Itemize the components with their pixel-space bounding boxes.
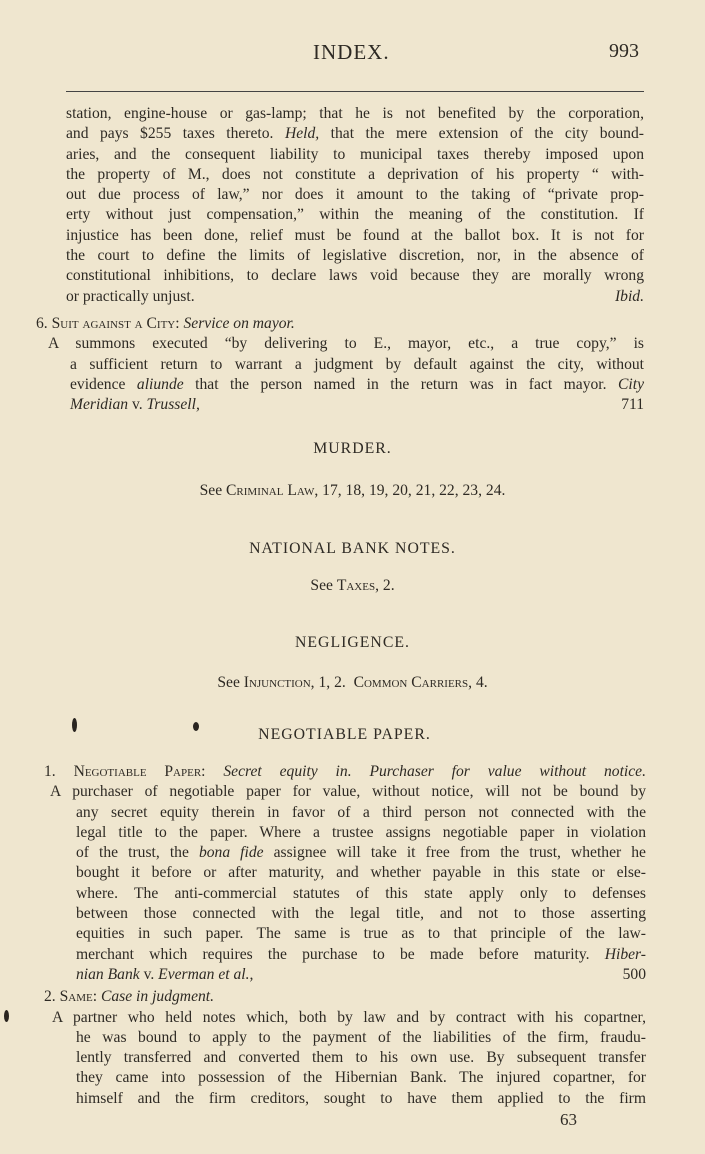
- text-line: out due process of law,” nor does it amount to the taking of “private prop-: [66, 186, 644, 204]
- text-line: the court to define the limits of legislative discretion, nor, in the absence of: [66, 247, 644, 265]
- text-line: evidence aliunde that the person named in the return was in fact mayor. City: [70, 375, 645, 393]
- header-rule: [66, 91, 644, 92]
- text-line: nian Bank v. Everman et al., 500: [44, 965, 646, 985]
- ink-speck: [4, 1010, 9, 1022]
- entry-heading: 6. Suit against a City: Service on mayor.: [36, 315, 295, 332]
- text-line: where. The anti-commercial statutes of this state apply only to defenses: [76, 884, 646, 902]
- signature-mark: 63: [560, 1110, 577, 1129]
- section-heading-national-bank-notes: NATIONAL BANK NOTES.: [249, 540, 456, 557]
- entry-heading: 1. Negotiable Paper: Secret equity in. Purchaser for value without notice.: [44, 763, 646, 780]
- page-number: 993: [609, 40, 639, 62]
- see-reference-negligence: See Injunction, 1, 2. Common Carriers, 4.: [217, 674, 488, 691]
- ink-speck: [193, 722, 199, 731]
- text-line: A summons executed “by delivering to E., mayor, etc., a true copy,” is: [48, 335, 644, 353]
- text-line: or practically unjust. Ibid.: [66, 287, 644, 307]
- text-line: equities in such paper. The same is true as to that principle of the law-: [76, 925, 646, 943]
- text-line: and pays $255 taxes thereto. Held, that the mere extension of the city bound-: [66, 125, 644, 143]
- text-line: Meridian v. Trussell, 711: [36, 395, 644, 415]
- text-line: lently transferred and converted them to his own use. By subsequent transfer: [76, 1049, 646, 1067]
- text-line: aries, and the consequent liability to municipal taxes thereby imposed upon: [66, 145, 644, 163]
- running-title: INDEX.: [313, 40, 390, 64]
- entry-suit-against-city: [36, 314, 644, 415]
- text-line: they came into possession of the Hibernian Bank. The injured copartner, for: [76, 1069, 646, 1087]
- text-line: injustice has been done, relief must be found at the ballot box. It is not for: [66, 226, 644, 244]
- text-line: a sufficient return to warrant a judgment by default against the city, without: [70, 355, 644, 373]
- text-line: A purchaser of negotiable paper for value, without notice, will not be bound by: [50, 783, 646, 801]
- text-line: any secret equity therein in favor of a third person not connected with the: [76, 803, 646, 821]
- page-reference: 500: [622, 965, 646, 983]
- text-line: merchant which requires the purchase to be made before maturity. Hiber-: [76, 945, 646, 963]
- entry-negotiable-paper: [44, 762, 646, 1109]
- text-line: erty without just compensation,” within the meaning of the constitution. If: [66, 206, 644, 224]
- text-line: between those connected with the legal title, and not to those asserting: [76, 905, 646, 923]
- text-line: legal title to the paper. Where a trustee assigns negotiable paper in violation: [76, 823, 646, 841]
- see-reference-bank-notes: See Taxes, 2.: [310, 577, 395, 594]
- text-line: he was bound to apply to the payment of the liabilities of the firm, fraudu-: [76, 1028, 646, 1046]
- see-reference-murder: See Criminal Law, 17, 18, 19, 20, 21, 22, 23, 24.: [199, 482, 506, 499]
- ink-speck: [72, 718, 77, 732]
- text-line: himself and the firm creditors, sought to have them applied to the firm: [76, 1089, 646, 1107]
- section-heading-negligence: NEGLIGENCE.: [295, 634, 410, 651]
- text-line: A partner who held notes which, both by law and by contract with his copartner,: [52, 1008, 646, 1026]
- text-line: of the trust, the bona fide assignee will take it free from the trust, whether he: [76, 844, 646, 862]
- text-line: bought it before or after maturity, and whether payable in this state or else-: [76, 864, 646, 882]
- page-reference: 711: [621, 396, 644, 414]
- section-heading-negotiable-paper: NEGOTIABLE PAPER.: [258, 726, 431, 743]
- page-header: [0, 40, 705, 70]
- citation: Ibid.: [614, 287, 644, 305]
- entry-heading: 2. Same: Case in judgment.: [44, 988, 215, 1006]
- text-line: the property of M., does not constitute a deprivation of his property “ with-: [66, 165, 644, 183]
- continued-paragraph: [66, 104, 644, 307]
- text-line: station, engine-house or gas-lamp; that he is not benefited by the corporation,: [66, 105, 644, 122]
- section-heading-murder: MURDER.: [313, 440, 392, 457]
- text-line: constitutional inhibitions, to declare laws void because they are morally wrong: [66, 267, 644, 285]
